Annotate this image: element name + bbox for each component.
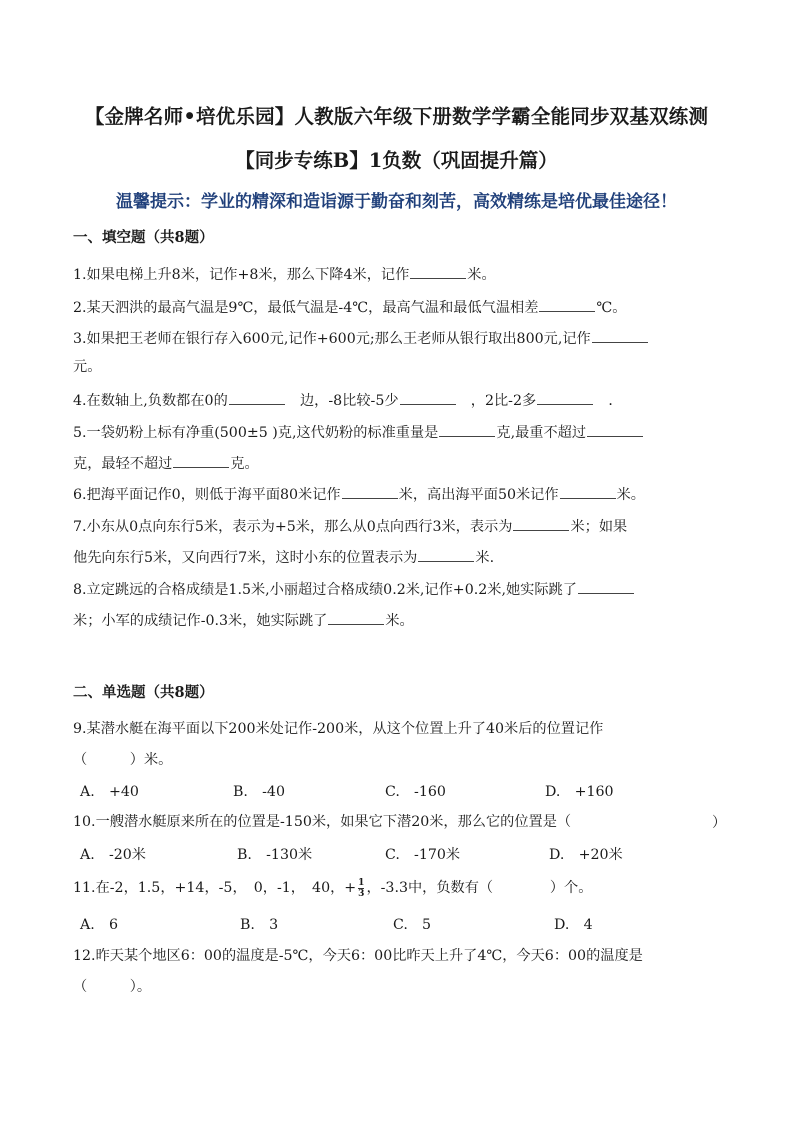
question-7: 7.小东从0点向东行5米，表示为+5米，那么从0点向西行3米，表示为 米；如果 (73, 516, 627, 537)
answer-blank[interactable] (592, 328, 648, 343)
question-12: 12.昨天某个地区6：00的温度是-5℃，今天6：00比昨天上升了4℃，今天6：00的温度是 (73, 948, 643, 964)
question-3-cont: 元。 (73, 359, 102, 375)
question-9: 9.某潜水艇在海平面以下200米处记作-200米，从这个位置上升了40米后的位置记作 (73, 721, 604, 737)
answer-blank[interactable] (400, 390, 456, 405)
option-b[interactable]: B. -130米 (237, 847, 313, 863)
answer-blank[interactable] (328, 610, 384, 625)
option-b[interactable]: B. 3 (240, 917, 279, 933)
question-12-cont: （ ）。 (73, 979, 152, 995)
answer-blank[interactable] (418, 547, 474, 562)
option-a[interactable]: A. -20米 (80, 847, 146, 863)
question-10-close-paren: ） (712, 815, 727, 831)
page-subtitle: 【同步专练B】1负数（巩固提升篇） (235, 149, 558, 172)
question-1: 1.如果电梯上升8米，记作+8米，那么下降4米，记作 米。 (73, 264, 496, 285)
section-single-choice-heading: 二、单选题（共8题） (73, 684, 214, 701)
question-5: 5.一袋奶粉上标有净重(500±5 )克,这代奶粉的标准重量是 克,最重不超过 (73, 422, 644, 443)
question-11: 11.在-2，1.5，+14，-5， 0，-1， 40，+ $\frac{1}{3}$ ，-3.3中，负数有（ ）个。 (73, 877, 593, 899)
answer-blank[interactable] (439, 422, 495, 437)
question-10: 10.一艘潜水艇原来所在的位置是-150米，如果它下潜20米，那么它的位置是（ (73, 814, 572, 830)
question-9-cont: （ ）米。 (73, 752, 173, 768)
answer-blank[interactable] (173, 453, 229, 468)
answer-blank[interactable] (539, 297, 595, 312)
question-8-cont: 米；小军的成绩记作-0.3米，她实际跳了 米。 (73, 610, 414, 631)
option-a[interactable]: A. 6 (80, 917, 118, 933)
question-2: 2.某天泗洪的最高气温是9℃，最低气温是-4℃，最高气温和最低气温相差 ℃。 (73, 297, 626, 318)
question-4: 4.在数轴上,负数都在0的 边，-8比较-5少 ，2比-2多 ． (73, 390, 623, 411)
answer-blank[interactable] (560, 484, 616, 499)
option-d[interactable]: D. +160 (545, 784, 614, 800)
answer-blank[interactable] (229, 390, 285, 405)
option-c[interactable]: C. -170米 (385, 847, 461, 863)
option-a[interactable]: A. +40 (80, 784, 139, 800)
option-c[interactable]: C. -160 (385, 784, 446, 800)
answer-blank[interactable] (513, 516, 569, 531)
question-7-cont: 他先向东行5米，又向西行7米，这时小东的位置表示为 米. (73, 547, 494, 568)
answer-blank[interactable] (587, 422, 643, 437)
answer-blank[interactable] (578, 579, 634, 594)
question-8: 8.立定跳远的合格成绩是1.5米,小丽超过合格成绩0.2米,记作+0.2米,她实际跳了 (73, 579, 635, 600)
option-b[interactable]: B. -40 (233, 784, 285, 800)
section-fill-in-heading: 一、填空题（共8题） (73, 229, 214, 246)
tip-banner: 温馨提示：学业的精深和造诣源于勤奋和刻苦，高效精练是培优最佳途径！ (116, 192, 677, 212)
answer-blank[interactable] (537, 390, 593, 405)
option-c[interactable]: C. 5 (393, 917, 432, 933)
option-d[interactable]: D. +20米 (549, 847, 623, 863)
page-title: 【金牌名师•培优乐园】人教版六年级下册数学学霸全能同步双基双练测 (84, 105, 709, 128)
answer-blank[interactable] (342, 484, 398, 499)
question-3: 3.如果把王老师在银行存入600元,记作+600元;那么王老师从银行取出800元,记作 (73, 328, 649, 349)
fraction: $\frac{1}{3}$ (358, 877, 365, 899)
question-5-cont: 克，最轻不超过 克。 (73, 453, 259, 474)
option-d[interactable]: D. 4 (554, 917, 593, 933)
answer-blank[interactable] (410, 264, 466, 279)
question-6: 6.把海平面记作0，则低于海平面80米记作 米，高出海平面50米记作 米。 (73, 484, 645, 505)
